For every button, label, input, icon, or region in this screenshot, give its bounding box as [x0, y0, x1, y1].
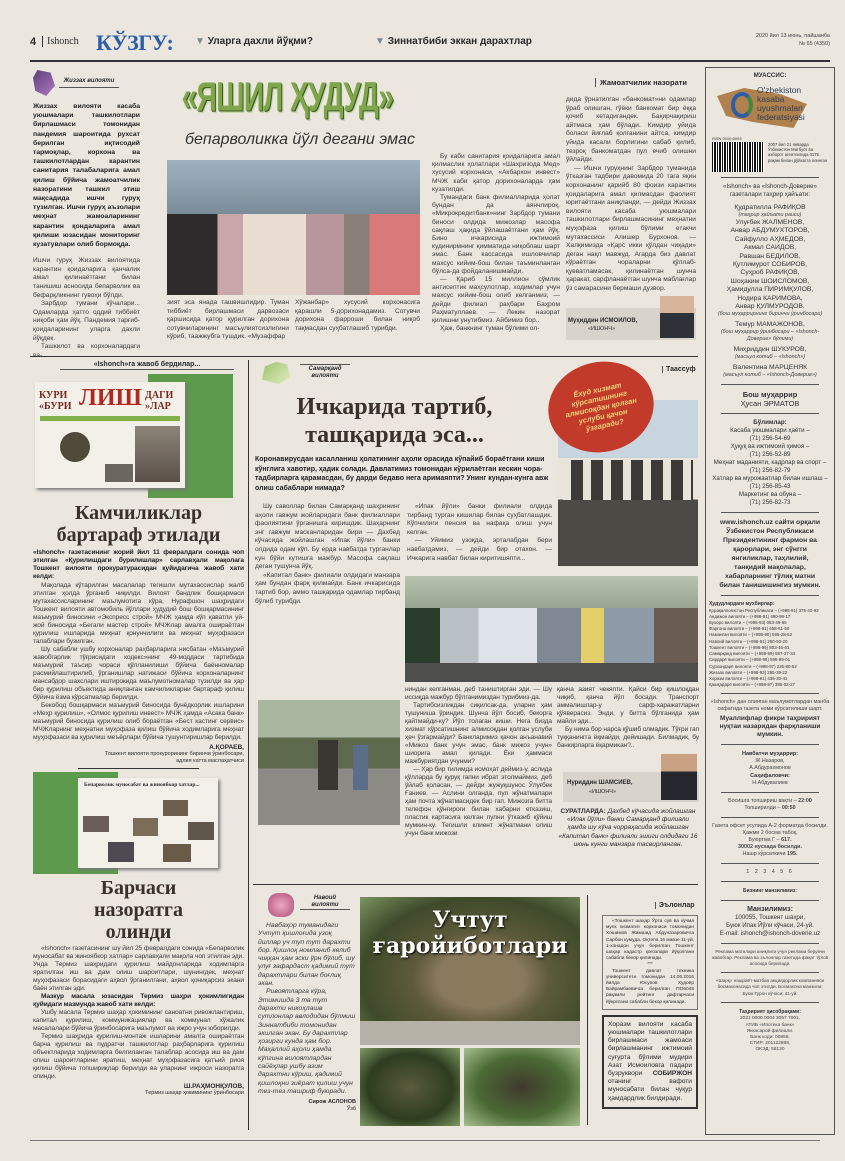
condolence-box: Хоразм вилояти касаба уюшмалари ташкилотлари бирлашмаси жамоаси бирлашманинг ижтимоий суғурта бўлими мудири Азат Исмоиловга падари бузруквори СОБИРЖОН отанинг вафоти муносабати билан чуқур ҳамдардлик билдиради.	[602, 1015, 698, 1109]
region-tag: Самарқанд вилояти	[300, 364, 350, 380]
left-column	[33, 360, 244, 1097]
lead-text: Жиззах вилояти касаба уюшмалари ташкилотлари бирлашмаси томонидан пандемия шароитида рухсат берилган иқтисодий тармоқлар, корхона ва ташкилотлардан карантин санитария талабаларига амал қилиш бўйича жамоатчилик назоратини ташкил этиш мақсадида ишчи гуруҳ тузилган. Ишчи гуруҳ аъзолари меҳнат жамоаларининг карантин қондаларига амал қилиши юзасидан мониторинг кузатувлари олиб бормоқда.	[33, 103, 140, 249]
rubric: Таассуф	[662, 366, 696, 373]
navoi-text	[258, 922, 356, 1113]
street-photo	[258, 700, 400, 825]
article-column: дида ўрнатилган «банкомат»ни одамлар ўраб олишган, гўёки банкомат бир ёққа қочиб кетадигандек. Бақирчақириш айтмаса ҳам бўлади. Кимдир уйида боласи йиғлаб қолганини айтса, кимдир уйида касали борлигини сабаб қилиб, тезроқ банкоматдан пул ечиб олишни ўйлайди. — Ишчи гуруҳнинг Зарбдор туманида ўтказган тадбири давомида 20 тага яқин корхонанинг қарийб 80 фоизи карантин қоидаларига амал қилмасдан фаолият юритаётгани аниқланди, — дейди Жиззах вилояти касаба уюшмалари ташкилотлари бирлашмасининг меҳнатни муҳофаза қилиш бўлими етакчи мутахассиси Алишер Бурхонов. — Халқимизда «Қарс икки қўлдан чиқади» деган нақл мавжуд. Агарда биз давлат кўраётган чораларни қўллаб-қувватламасак, қилинаётган шунча ҳаракат, сарфланаётган шунча маблағлар ўз самарасини бермаши дузвор.	[566, 96, 696, 293]
clipping-1: КУРИ «БУРИ ЛИШ ДАГИ »ЛАР	[33, 374, 244, 498]
photo-caption: СУРАТЛАРДА: Дахбед кўчасида жойлашган «Ипак йўли» банки Самарқанд филиали ҳамда шу кўча чорраҳасида жойлашган «Капитал банк» филиали эшиги олдидаги 16 июнь кунги манзара тасвирланган.	[558, 808, 698, 848]
region-tag: Навоий вилояти	[300, 895, 350, 910]
article-lead: «Ishonch» газетасининг жорий йил 11 февралдаги сонида чоп этилган «Қурилишдаги бурилишлар» сарлавҳали мақолага Тошкент вилояти прокуратурасидан қуйидагича жавоб хати келди:	[33, 549, 244, 580]
article-column: қанча азият чекяпти. Қайси бир қишлоқдан чиқиб, қанча йўл босади. Транспорт аммалишлар-у сарф-харажатларни қўяверасиз. Энди, у битта бўлганида ҳам майли эди... Бу нима бор нарса қўшиб олмадик. Тўғри гап туққанингга ёқмайди, дейишади. Билмадик, бу банкирларга ёқармикан?..	[557, 686, 700, 749]
author-role: Термиз шаҳар ҳокимининг ўринбосари	[145, 1090, 244, 1096]
top-right-column	[566, 96, 696, 340]
tree-photo-right	[464, 1048, 580, 1126]
author-role: «ИШОНЧ»	[589, 789, 617, 795]
article-column: Хўжанбар» хусусий корхонасига қарашли 5-дорихонадамиз. Сотувчи дорихона фарроши билан ниқоб тақмасдан суҳбатлашиб турибди.	[295, 299, 420, 332]
issue-number: № 65 (4350)	[799, 41, 830, 47]
paper-name: Ishonch	[42, 36, 79, 47]
page-header	[30, 30, 830, 56]
column-rule	[587, 895, 588, 1125]
samarkand-right	[557, 686, 699, 849]
triangle-down-icon: ▼	[195, 36, 205, 47]
founder-label: МУАССИС:	[753, 72, 787, 79]
photo-title: Учтут ғаройиботлари	[372, 907, 568, 959]
region-map-icon	[268, 893, 294, 917]
teaser-1[interactable]: ▼ Уларга дахли йўқми?	[195, 36, 313, 47]
bank-queue-photo	[405, 576, 698, 682]
author-name: Нуриддин ШАМСИЕВ,	[567, 780, 633, 786]
masthead-sidebar: МУАССИС: O'zbekiston kasaba uyushmalari federatsiyasi ISSN 2010-6093 2007 йил 21 январда Ўзбекистон Матбуот ва ахборот агентлигида 0179 рақам билан рўйхатга олинган «Ishonch» ва «Ishonch-Доверие» газеталари таҳрир ҳайъати: Қудратилла РАФИҚОВ (таҳрир ҳайъати раиси) Улуғбек ЖАЛМЕНОВ, Анвар АБДУМУХТОРОВ, Сайфулло АҲМЕДОВ, Акмал САИДОВ, Равшан БЕДИЛОВ, Қутлимурот СОБИРОВ, Суҳроб РАФИҚОВ, Шоҳаким ШОИСЛОМОВ, Ҳамидулла ПИРИМҚУЛОВ, Нодира КАРИМОВА, Анвар ҚУЛМУРОДОВ. (бош муҳаррирнинг биринчи ўринбосари) Темур МАМАЖОНОВ, (бош муҳаррир ўринбосари – «Ishonch-Доверие» бўлими) Миҳриддин ШУКУРОВ, (масъул котиб – «Ishonch») Валентина МАРЦЕНЯК (масъул котиб – «Ishonch-Доверие») Бош муҳаррир Ҳусан ЭРМАТОВ Бўлимлар: Касаба уюшмалари ҳаёти – (71) 256-54-69 Ҳуқуқ ва ижтимоий ҳимоя – (71) 256-52-89 Меҳнат маданияти, кадрлар ва спорт – (71) 256-82-79 Хатлар ва мурожаатлар билан ишлаш – (71) 256-85-43 Маркетинг ва обуна – (71) 256-82-73 www.ishonch.uz сайти орқали Ўзбекистон Республикаси Президентининг фармон ва қарорлари, энг сўнгги янгиликлар, таҳлилий, танқидий мақолалар, хабарларнинг тўлиқ матни билан танишишингиз мумкин. Ҳудудлардаги мухбирлар: Қорақалпоғистон Республикаси – (+998-91) 375-40-92 Андижон вилояти – (+998-91) 490-99-17 Бухоро вилояти – (+998-93) 083-49-65 Фарғона вилояти – (+998-91) 658-61-50 Наманган вилояти – (+998-90) 595-28-52 Навоий вилояти – (+998-91) 250-93-20 Тошкент вилояти – (+998-99) 803-46-61 Самарқанд вилояти – (+998-99) 597-37-34 Сирдарё вилояти – (+998-99) 595-99-01 Сурхондарё вилояти – (+998-97) 225-80-52 Жиззах вилояти – (+998-93) 295-39-22 Хоразм вилояти – (+998-91) 436-30-41 Қашқадарё вилояти – (+998-97) 385-02-27 «Ishonch» дан олинган маълумотлардан манба сифатида газета номи кўрсатилиши шарт. Муаллифлар фикри таҳририят нуқтаи назаридан фарқланиши мумкин. Навбатчи муҳаррир: Ж.Назаров, А.Абдурахмонов Саҳифаловчи: Н.Абдувалиев Босишга топшириш вақти – 22:00 Топширилди – 00:50 Газета офсет усулида А-2 форматда босилди. Ҳажми 2 босма табоқ. Буюртма Г – 617. 30002 нусхада босилди. Нашр кўрсаткичи 195. 1 2 3 4 5 6 Бизнинг манзилимиз: Манзилимиз: 100055, Тошкент шаҳри, Буюк Ипак Йўли кўчаси, 24-уй. E-mail: ishonch@ishonch-doverie.uz Реклама матнлари аниқлиги учун реклама берувчи жавобгар. Реклама ва эълонлар газетада фақат тўлов асосида берилади. «Шарқ» нашриёт-матбаа акциядорлик компанияси босмахонасида чоп этилди. Босмахона манзили: Буюк Турон кўчаси, 41-уй. Таҳририят ҳисобрақами: 2021 0000 0004 3057 7001, АТИБ «Ипотека банк» Яккасарой филиали. Банк коди: 00858, СТИР: 201122888, ОКЭД: 58130	[705, 67, 835, 1135]
article-lead: Коронавирусдан касалланиш ҳолатининг аҳоли орасида кўпайиб бораётгани киши кўнглига хавотир, ҳадик солади. Давлатимиз томонидан кўрилаётган кескин чора-тадбирларга қарамасдан, бу дарди бедаво нега аримаяпти? Унинг кундан-кунга авж олиш сабаблари нимада?	[255, 456, 549, 492]
article-body: Ушбу масала Термиз шаҳар ҳокимининг саноатни ривожлантириш, капитал қурилиш, коммуникациялар ва коммунал хўжалик масалалари бўйича ўринбосарига маълумот ва ижро учун юборилди. Термиз шаҳрида қурилиш-монтаж ишларини амалга ошираётган барча қурилиш ва пудратчи ташкилотлар раҳбарларига қурилиш объектларида ходимларга белгиланган талаблар асосида иш ва дам олиш шароитларини яратиш, меҳнат муҳофазасига қатъий риоя қилиш бўйича топшириқлар берилди ва уларнинг ижроси назоратга олинди.	[33, 1009, 244, 1080]
article-column: зият эса янада ташвишлидир. Туман тиббиёт бирлашмаси дарвозаси қаршисида қатор қурилган дорихона сотувчиларининг масъулиятсизлигини кўриб, таажжубга тушдик. «Музаффар	[167, 299, 289, 341]
barcode	[712, 142, 764, 172]
page-number: 4	[30, 36, 37, 48]
subheadline: бепарволикка йўл дегани эмас	[184, 131, 416, 148]
footer-rule	[30, 1140, 820, 1141]
section-rule	[253, 884, 698, 885]
author-portrait	[660, 296, 694, 338]
divider	[78, 768, 199, 769]
announcements-column	[602, 915, 698, 1109]
article-column: «Ипак йўли» банки филиали олдида тирбанд турган кишилар билан суҳбатлашдик. Кўпчилиги пенсия ва нафақа олиш учун келган. — Уйимиз узоқда, эрталабдан бери навбатдамиз, — дейди бир отахон. — Ичкарига навбат билан киритишяпти...	[407, 503, 552, 562]
author-portrait	[661, 754, 697, 800]
article-title: Ичкарида тартиб, ташқарида эса...	[296, 394, 493, 448]
author-box	[563, 772, 699, 802]
mulberry-tree-photo	[360, 897, 580, 1045]
queue-photo	[167, 160, 420, 295]
author-name: Ш.РАҲМОНҚУЛОВ,	[183, 1083, 244, 1090]
region-map-icon	[262, 362, 290, 384]
section-rule	[30, 356, 698, 357]
headline: «ЯШИЛ ҲУДУД»	[181, 74, 394, 119]
issue-date: 2020 йил 13 июнь, пайшанба	[755, 33, 830, 39]
teaser-2[interactable]: ▼ Зиннатбиби эккан дарахтлар	[375, 36, 532, 47]
author-role: Тошкент вилояти прокурорининг биринчи ўринбосари, адлия катта маслаҳатчиси	[104, 751, 244, 764]
author-name: Муҳиддин ИСМОИЛОВ,	[568, 317, 638, 324]
email-link[interactable]: E-mail: ishonch@ishonch-doverie.uz	[719, 930, 821, 938]
article-title: Камчиликлар бартараф этилади	[56, 502, 221, 546]
rubric: Эълонлар	[655, 902, 695, 909]
article-lead: «Ishonch» газетасининг шу йил 25 февралдаги сонида «Бепарволик муносабат ва жиноябкор хатлар» сарлавҳали мақола чоп этилган эди. Унда Термиз шаҳридаги қурилиш майдонларида ходимларга яратилган иш ва дам олиш шароитлари, шунингдек, меҳнат муҳофазаси борасидаги аҳвол ўрганилгани, аҳвол қониқарсиз экани баён этилган эди.	[33, 945, 244, 992]
article-column: ниндан келганман, деб таништирган эди. — Шу иссиқда мажбур бўлганимиздан турибмиз-да. Тартибсизликдан сиқилсак-да, уларни ҳам тушуниша ўриндик. Шунча йўл босиб, бекорга қайтмайди-ку? Йўл толаган киши. Нега бизда хизмат кўрсатишнинг алмисоқдан қолган услуби ҳеч ўзгармайди? Банкларимиз қачон анъанавий «Мижоз банк учун эмас, банк мижоз учун» шиорига амал қилади. Ёки ҳаммаси мажбуриятдан учунми? — Ҳар бир тилимда исмоҳат деймиз-у, аслида қўлларда бу қуруқ гапни ибрат этолмаймиз, деб ўйлаб қоласан, — дейди жужуқшунос Ўлуғбек Ғаниев. — Аслини олганда, пул жўнатмалари ҳам почта жўнатмасидек бир гап. Мижозга битта телефон қўнғироғи билан хабарни етказиш, пластик картасига келган пулни ўтказиб қўйиш мумкин-ку. Тегишли клиент жўнатмани олиш учун банк мижози	[405, 686, 552, 837]
website-link[interactable]: www.ishonch.uz сайти орқали Ўзбекистон Республикаси Президентининг фармон ва қарорлари, энг сўнгги янгиликлар, таҳлилий, танқидий мақолалар, хабарларнинг тўлиқ матни билан танишишингиз мумкин.	[719, 519, 821, 590]
section-title: КЎЗГУ:	[96, 30, 174, 55]
author-role: «ИШОНЧ»	[588, 325, 616, 332]
tree-photo-left	[360, 1048, 460, 1126]
article-column: Шу саволлар билан Самарқанд шаҳрининг аҳоли гавжум жойларидаги банк филиаллари фаолиятини ўрганишга киришдик. Шаҳарнинг энг гавжум масканларидан бири — Дахбед кўчасида жойлашган «Ипак йўли» банки олдида одам кўп. Бу ерда навбатда турганлар кун бўйи кутишга мажбур. Масофа сақлаш деган тушунча йўқ. «Капитал банк» филиали олдидаги манзара ҳам бундан фарқ қилмайди. Банк ичкарисида тартиб бор, аммо ташқарида одамлар тирбанд бўлиб турибди.	[255, 503, 400, 605]
author-name: Сирож АСЛОНОВ	[308, 1099, 356, 1106]
clipping-2: Бепарволик муносабат ва жиноябкор хатлар...	[33, 772, 244, 874]
article-column: Ишчи гуруҳ Жиззах вилоятида карантин қоидаларига қанчалик амал қилинаётгани билан танишиш асносида бепарволик ва бефарқликнинг гувоҳи бўлди. Зарбдор тумани кўчалари... Одамларда ҳатто оддий тиббиёт ниқоби ҳам йўқ. Пандемия тарғиб-қоидаларининг уларга дахли йўқдек. Ташкилот ва корхоналардаги	[33, 257, 140, 351]
triangle-down-icon: ▼	[375, 36, 385, 47]
author-note: Ўзб	[346, 1106, 356, 1113]
region-map-icon	[33, 70, 55, 96]
region-tag: Жиззах вилояти	[59, 78, 119, 88]
author-name: А.ҚОРАЕВ,	[209, 744, 244, 751]
header-rule	[30, 60, 830, 62]
badge: Ёхуд хизмат кўрсатишнинг алмисоқдан қолган услуби қачон ўзгаради?	[540, 352, 662, 462]
issn-label: ISSN 2010-6093	[712, 136, 742, 141]
article-body: Навбаҳор туманидаги Учтут қишлоғида узоқ йиллар уч туп тут дарахти бор. Қишлоқ номланиб келиб чиққан ҳам эски ўрн бўлиб, шу улуғ зафардаст қадимий тут дарахтлари билан боғлиқ экан. Ривоятларга кўра, Этимишда 3 та тут дарахти никоҳлашв сутлонлар авлодидан бўлмиш Зиннатбиби томонидан экилган экан. Бу дарахтлар ҳозирги кунда ҳам бор. Маҳаллий аҳоли ҳамда кўпгина вилоятлардан сайёҳлар ушбу азим дарахтни кўриш, қадимий қишлоқни зиёрат қилиш учун тез-тез ташриф буюради.	[258, 922, 356, 1095]
rubric: Жамоатчилик назорати	[595, 78, 695, 87]
announcement-box: «Тошкент шаҳар Ўрта сув ва кўчма мулк хизмати» корхонаси томонидан Хошимов Жамшид Абдуназаровичга Сарбон кумуда, Оқтепа 16 мавзе 11-уй, 1-хонадон учун берилган Тошкент шаҳар кадастр қоғозлари йўқолгани сабабли бекор қилинади. *** Тошкент давлат техника университети томонидан 14.06.2016 йилда Юсупов Худоёр Байрамбаевичга берилган ПО6048 рақамли рейтинг дафтарчаси йўқолгани сабабли бекор қилинади.	[602, 915, 698, 1010]
article-column: Бу каби санитария қоидаларига амал қилмаслик ҳолатлари «Шахризода Мед» хусусий корхонаси, «Акбархон инвест» МЧЖ каби қатор дорихоналарда ҳам кузатилди. Тумандаги банк филиалларида ҳолат бундан да аянчлироқ. «Микрокредитбанк»нинг Зарбдор тумани биноси олдида мижозлар масофа сақлаш ҳақида ўйлашаётгани ҳам йўқ. Бино ичкарисида ижтимоий кудинирмнинг қимматида ниқоблаш шарт эмас. Банк кассасида ишловчилар махсус кийим-бош билан таъминланган бўлса-да фойдаланишмайди. — Қариб 15 миллион сўмлик антисептик маҳсулотлар, ходимлар учун махсус кийим-бош олиб келганмиз, — дейди филиал раҳбари Баҳром Раҳматуллаев. — Лекин назорат қилишни унутибмиз. Айбимиз бор.. Ҳаж, банкнинг туман бўлими ол-	[432, 153, 560, 333]
author-box	[566, 308, 696, 340]
article-body: Мақолада кўтарилган масалалар тегишли мутахассислар жалб этилган ҳолда ўрганиб чиқилди. Вилоят бандлик бошқармаси мутахассисларининг маълумотига кўра, Нурафшон шаҳридаги Тошкент вилояти автомобиль йўллари ҳудудий бош бошқармасининг маъмурий биносини «Экспресс строй» МЧЖ ҳамда кўп қаватли уй-жой биносида «Бегали мастер строй» МЧЖлар амалга ошираётган қурилиш ишларида меҳнат қонунчилиги ва меҳнат муҳофазаси талаблари бузилган. Шу сабабли ушбу корхоналар раҳбарларига нисбатан «Маъмурий жавобгарлик тўғрисидаги кодекс»нинг 49-моддаси тартибида маъмурий таъсир чораси қўлланилиши бўйича баённомалар расмийлаштирилиб, ўрганишлар натижаси бўйича корхоналарнинг мансабдор шахслари иштирокида маълумотномалар тузилди ва ҳар бир қурилиш объектида аниқланган камчиликларни бартараф қилиш бўйича ёзма кўрсатмалар берилди. Бекобод бошқармаси маъмурий биносида бунёдкорлик ишларини «Меҳр қурилиш», «Олмос қурилиш инвест» МЧЖ ҳамда «Асака банк» маъмурий биносида қурилиш олиб бораётган «Бест кастинг сервис» МЧЖларнинг меҳнатни муҳофаза қилиш бўйича ходимларига меҳнат муҳофазаси ва қурилиш меъёрлари бўйича тушунтиришлар берилди.	[33, 582, 244, 741]
top-left-column	[33, 68, 140, 360]
article-subhead: Мазкур масала юзасидан Термиз шаҳри ҳокимлигидан қуйидаги мазмунда жавоб хати келди:	[33, 993, 244, 1008]
rubric: «Ishonch»га жавоб бердилар...	[60, 360, 234, 370]
federation-logo: O'zbekiston kasaba uyushmalari federatsiyasi	[709, 82, 831, 134]
column-rule	[248, 360, 249, 1130]
article-title: Барчаси назоратга олинди	[94, 877, 183, 943]
